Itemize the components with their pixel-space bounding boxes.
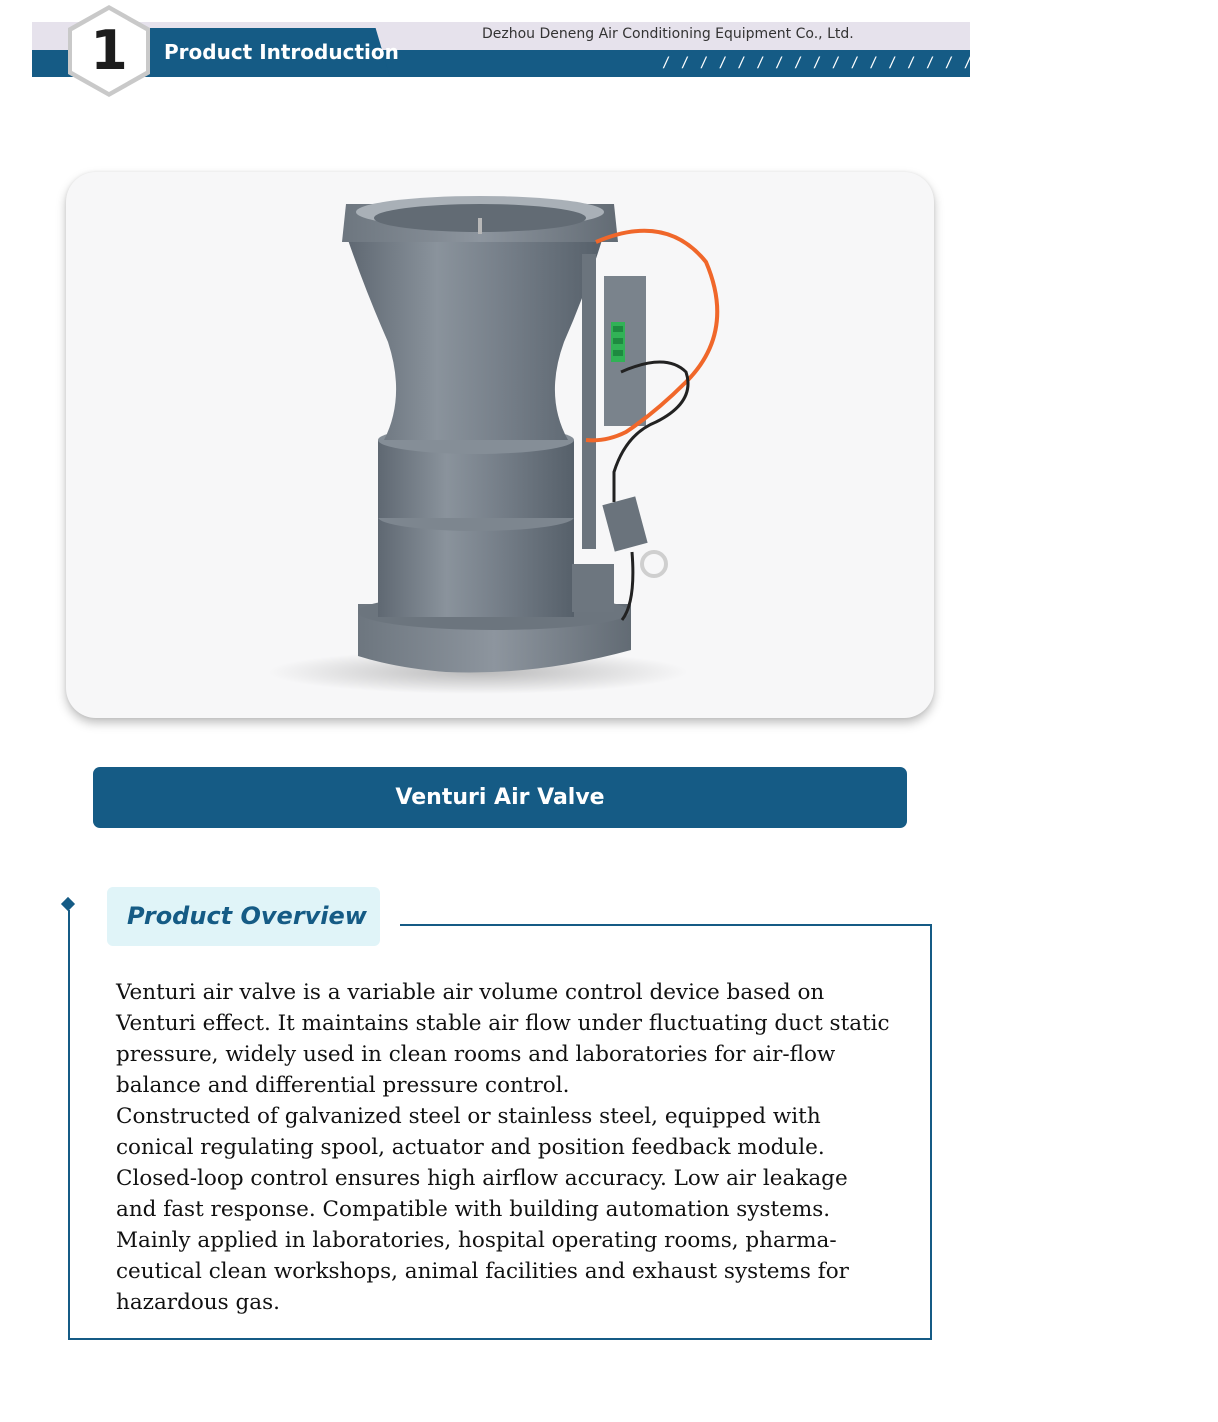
- overview-frame-bottom: [68, 1338, 932, 1340]
- overview-paragraph: Venturi air valve is a variable air volume control device based on Venturi effect. It maintains stable air flow under fluctuating duct static pressure, widely used in clean rooms and laboratories for air-flow balance and differential pressure control.: [116, 980, 890, 1098]
- section-number: 1: [90, 19, 128, 82]
- overview-paragraph: Constructed of galvanized steel or stainless steel, equipped with conical regulating spool, actuator and position feedback module. Closed-loop control ensures high airflow accuracy. Low air leakage and fast response. Compatible with building automation systems.: [116, 1104, 848, 1222]
- overview-frame-top: [400, 924, 932, 926]
- diamond-icon: [61, 897, 75, 911]
- decorative-stripes: / / / / / / / / / / / / / / / / / / / / / / / / / / / / / /: [662, 55, 1218, 71]
- product-photo-card: [66, 172, 934, 718]
- product-name-banner: [93, 767, 907, 828]
- overview-paragraph: Mainly applied in laboratories, hospital operating rooms, pharma-ceutical clean workshops, animal facilities and exhaust systems for hazardous gas.: [116, 1228, 849, 1315]
- product-name: Venturi Air Valve: [395, 785, 605, 810]
- overview-frame-left: [68, 910, 70, 1340]
- overview-frame-right: [930, 924, 932, 1340]
- overview-heading: Product Overview: [127, 902, 367, 930]
- section-title: Product Introduction: [164, 40, 399, 64]
- company-name: Dezhou Deneng Air Conditioning Equipment Co., Ltd.: [482, 26, 854, 42]
- venturi-valve-photo-icon: [66, 172, 934, 718]
- overview-body: [116, 977, 891, 1318]
